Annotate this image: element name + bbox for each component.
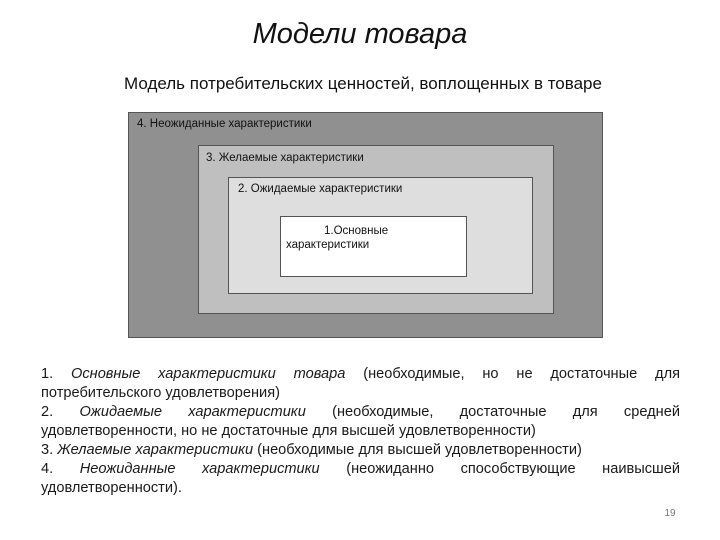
description-term: Основные характеристики товара (71, 366, 346, 382)
level3-label: 3. Желаемые характеристики (206, 152, 364, 164)
description-list (41, 365, 680, 498)
level1-box (280, 216, 467, 277)
description-number: 2. (41, 404, 80, 420)
description-item (41, 441, 680, 460)
level4-label: 4. Неожиданные характеристики (137, 118, 312, 130)
level2-label: 2. Ожидаемые характеристики (238, 183, 403, 195)
level1-label (286, 224, 461, 252)
description-number: 1. (41, 366, 72, 382)
description-term: Желаемые характеристики (57, 442, 254, 458)
level1-label-line2: характеристики (286, 239, 370, 251)
description-item (41, 403, 680, 441)
description-item (41, 365, 680, 403)
description-text: (необходимые, но не достаточные для потребительского удовлетворения) (41, 366, 680, 401)
description-number: 4. (41, 461, 80, 477)
description-text: (необходимые для высшей удовлетворенности) (253, 442, 582, 458)
description-text: (необходимые, достаточные для средней удовлетворенности, но не достаточные для высшей удовлетворенности) (41, 404, 680, 439)
description-number: 3. (41, 442, 58, 458)
description-term: Ожидаемые характеристики (79, 404, 306, 420)
description-item (41, 460, 680, 498)
description-text: (неожиданно способствующие наивысшей удовлетворенности). (41, 461, 680, 496)
level1-label-line1: 1.Основные (324, 225, 389, 237)
slide-subtitle: Модель потребительских ценностей, воплощенных в товаре (124, 74, 602, 93)
page-number: 19 (664, 508, 676, 519)
description-term: Неожиданные характеристики (79, 461, 320, 477)
slide-title: Модели товара (252, 18, 468, 50)
